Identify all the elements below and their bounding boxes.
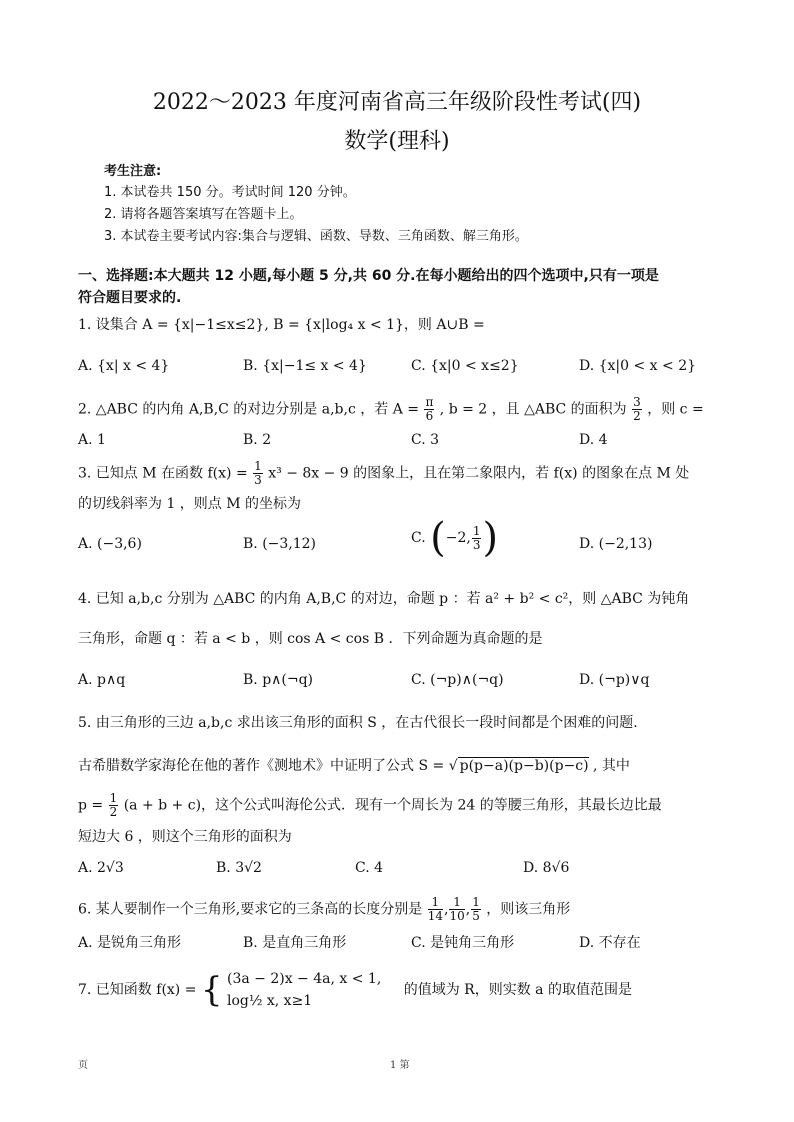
fraction-numerator: 1: [472, 895, 480, 909]
question-5-option-b: B. 3√2: [216, 860, 262, 876]
question-5-option-d: D. 8√6: [523, 860, 570, 876]
question-2-option-c: C. 3: [411, 432, 440, 448]
fraction-1-over-5: [471, 896, 481, 923]
section-heading-line2: 符合题目要求的.: [78, 290, 182, 306]
fraction-numerator: 1: [428, 896, 443, 910]
piecewise-case-2: log½ x, x≥1: [227, 993, 313, 1009]
fraction-denominator: 2: [109, 805, 118, 819]
question-6-stem: 6. 某人要制作一个三角形,要求它的三条高的长度分别是 $\frac{1}{14}$ , $\frac{1}{10}$ , $\frac{1}{5}$ ，则该三角形: [78, 895, 571, 923]
option-c-value: −2,: [445, 530, 471, 546]
question-1-option-a: A. {x| x < 4}: [78, 358, 170, 374]
question-3-option-b: B. (−3,12): [243, 536, 317, 552]
fraction-pi-over-6: [424, 396, 434, 423]
page-title: 2022～2023 年度河南省高三年级阶段性考试(四): [152, 90, 642, 115]
question-2-option-d: D. 4: [579, 432, 608, 448]
question-7-stem-part-a: 7. 已知函数 f(x) =: [78, 982, 197, 998]
footer-left: 页: [78, 1060, 88, 1071]
question-7-stem: [78, 968, 632, 1012]
question-5-line3: [78, 792, 662, 819]
fraction-denominator: 10: [449, 909, 465, 923]
fraction-3-over-2: [632, 396, 642, 423]
notice-item-1: 1. 本试卷共 150 分。考试时间 120 分钟。: [104, 185, 356, 200]
question-3-stem: [78, 460, 689, 487]
piecewise-case-1: (3a − 2)x − 4a, x < 1,: [227, 971, 382, 987]
fraction-1-over-3: [472, 525, 482, 552]
question-1-option-b: B. {x|−1≤ x < 4}: [243, 358, 367, 374]
fraction-denominator: 3: [472, 537, 481, 552]
question-4-option-d: D. (¬p)∨q: [579, 672, 650, 688]
question-2-stem: [78, 396, 704, 423]
fraction-numerator: 3: [633, 395, 641, 409]
question-2-option-a: A. 1: [78, 432, 106, 448]
question-3-option-d: D. (−2,13): [579, 536, 653, 552]
question-3-option-c: [411, 515, 499, 561]
paren-open: (: [430, 515, 446, 561]
notice-item-3: 3. 本试卷主要考试内容:集合与逻辑、函数、导数、三角函数、解三角形。: [104, 229, 528, 244]
question-5-line2-part-a: 古希腊数学家海伦在他的著作《测地术》中证明了公式 S =: [78, 758, 445, 774]
question-5-line3-part-b: (a + b + c)，这个公式叫海伦公式．现有一个周长为 24 的等腰三角形，其最长边比最: [123, 797, 662, 814]
notice-heading: 考生注意:: [104, 164, 162, 179]
fraction-numerator: 1: [472, 523, 481, 538]
question-1-option-c: C. {x|0 < x≤2}: [411, 358, 519, 374]
question-4-option-c: C. (¬p)∧(¬q): [411, 672, 504, 688]
fraction-numerator: 1: [449, 896, 464, 910]
page-subtitle: 数学(理科): [344, 129, 450, 154]
section-heading-line1: 一、选择题:本大题共 12 小题,每小题 5 分,共 60 分.在每小题给出的四个选项中,只有一项是: [78, 268, 659, 284]
question-5-option-c: C. 4: [355, 860, 384, 876]
question-5-line1: 5. 由三角形的三边 a,b,c 求出该三角形的面积 S ，在古代很长一段时间都是个困难的问题.: [78, 715, 638, 731]
fraction-1-over-2: [109, 792, 119, 819]
option-label: C.: [411, 530, 426, 546]
brace-icon: {: [200, 970, 223, 1010]
question-5-line2: [78, 755, 630, 775]
question-2-stem-part-c: ，则 c =: [647, 401, 704, 418]
fraction-denominator: 6: [425, 409, 434, 423]
question-4-option-a: A. p∧q: [78, 672, 126, 688]
fraction-denominator: 14: [427, 909, 443, 923]
fraction-denominator: 3: [254, 473, 262, 487]
fraction-denominator: 5: [472, 909, 480, 923]
fraction-1-over-14: [428, 896, 443, 923]
question-6-option-c: C. 是钝角三角形: [411, 935, 515, 951]
question-5-line3-part-a: p =: [78, 797, 104, 814]
question-2-option-b: B. 2: [243, 432, 272, 448]
question-1-stem: 1. 设集合 A = {x|−1≤x≤2}, B = {x|log₄ x < 1}，则 A∪B =: [78, 317, 485, 333]
sqrt-expression: p(p−a)(p−b)(p−c): [459, 758, 589, 774]
fraction-1-over-10: [449, 896, 464, 923]
paren-close: ): [482, 515, 499, 561]
fraction-numerator: 1: [109, 791, 118, 805]
question-4-line2: 三角形，命题 q ：若 a < b ，则 cos A < cos B ．下列命题为真命题的是: [78, 631, 543, 647]
question-2-stem-part-a: 2. △ABC 的内角 A,B,C 的对边分别是 a,b,c ，若 A =: [78, 401, 419, 418]
question-5-line2-part-b: , 其中: [593, 758, 630, 774]
question-3-stem-part-b: x³ − 8x − 9 的图象上，且在第二象限内，若 f(x) 的图象在点 M 处: [268, 465, 690, 482]
question-6-option-b: B. 是直角三角形: [243, 935, 347, 951]
question-4-option-b: B. p∧(¬q): [243, 672, 314, 688]
question-1-option-d: D. {x|0 < x < 2}: [579, 358, 697, 374]
question-6-stem-part-a: 6. 某人要制作一个三角形,要求它的三条高的长度分别是: [78, 901, 423, 918]
sqrt-sign: √: [448, 758, 458, 774]
question-6-stem-part-b: ，则该三角形: [486, 901, 571, 918]
question-3-stem-line2: 的切线斜率为 1 ，则点 M 的坐标为: [78, 496, 302, 512]
question-3-option-a: A. (−3,6): [78, 536, 142, 552]
piecewise-cases: [227, 968, 381, 1012]
question-3-stem-part-a: 3. 已知点 M 在函数 f(x) =: [78, 465, 248, 482]
question-7-stem-part-b: 的值域为 R，则实数 a 的取值范围是: [403, 982, 632, 998]
question-5-line4: 短边大 6 ，则这个三角形的面积为: [78, 829, 292, 845]
question-2-stem-part-b: , b = 2 ，且 △ABC 的面积为: [439, 401, 627, 418]
question-6-option-d: D. 不存在: [579, 935, 641, 951]
question-4-line1: 4. 已知 a,b,c 分别为 △ABC 的内角 A,B,C 的对边，命题 p ：若 a² + b² < c²，则 △ABC 为钝角: [78, 591, 690, 607]
fraction-numerator: π: [425, 395, 434, 409]
notice-item-2: 2. 请将各题答案填写在答题卡上。: [104, 207, 303, 222]
fraction-1-over-3: [253, 460, 263, 487]
footer-page-number: 1 第: [390, 1060, 410, 1071]
fraction-denominator: 2: [633, 409, 641, 423]
question-5-option-a: A. 2√3: [78, 860, 124, 876]
fraction-numerator: 1: [254, 459, 262, 473]
question-6-option-a: A. 是锐角三角形: [78, 935, 182, 951]
